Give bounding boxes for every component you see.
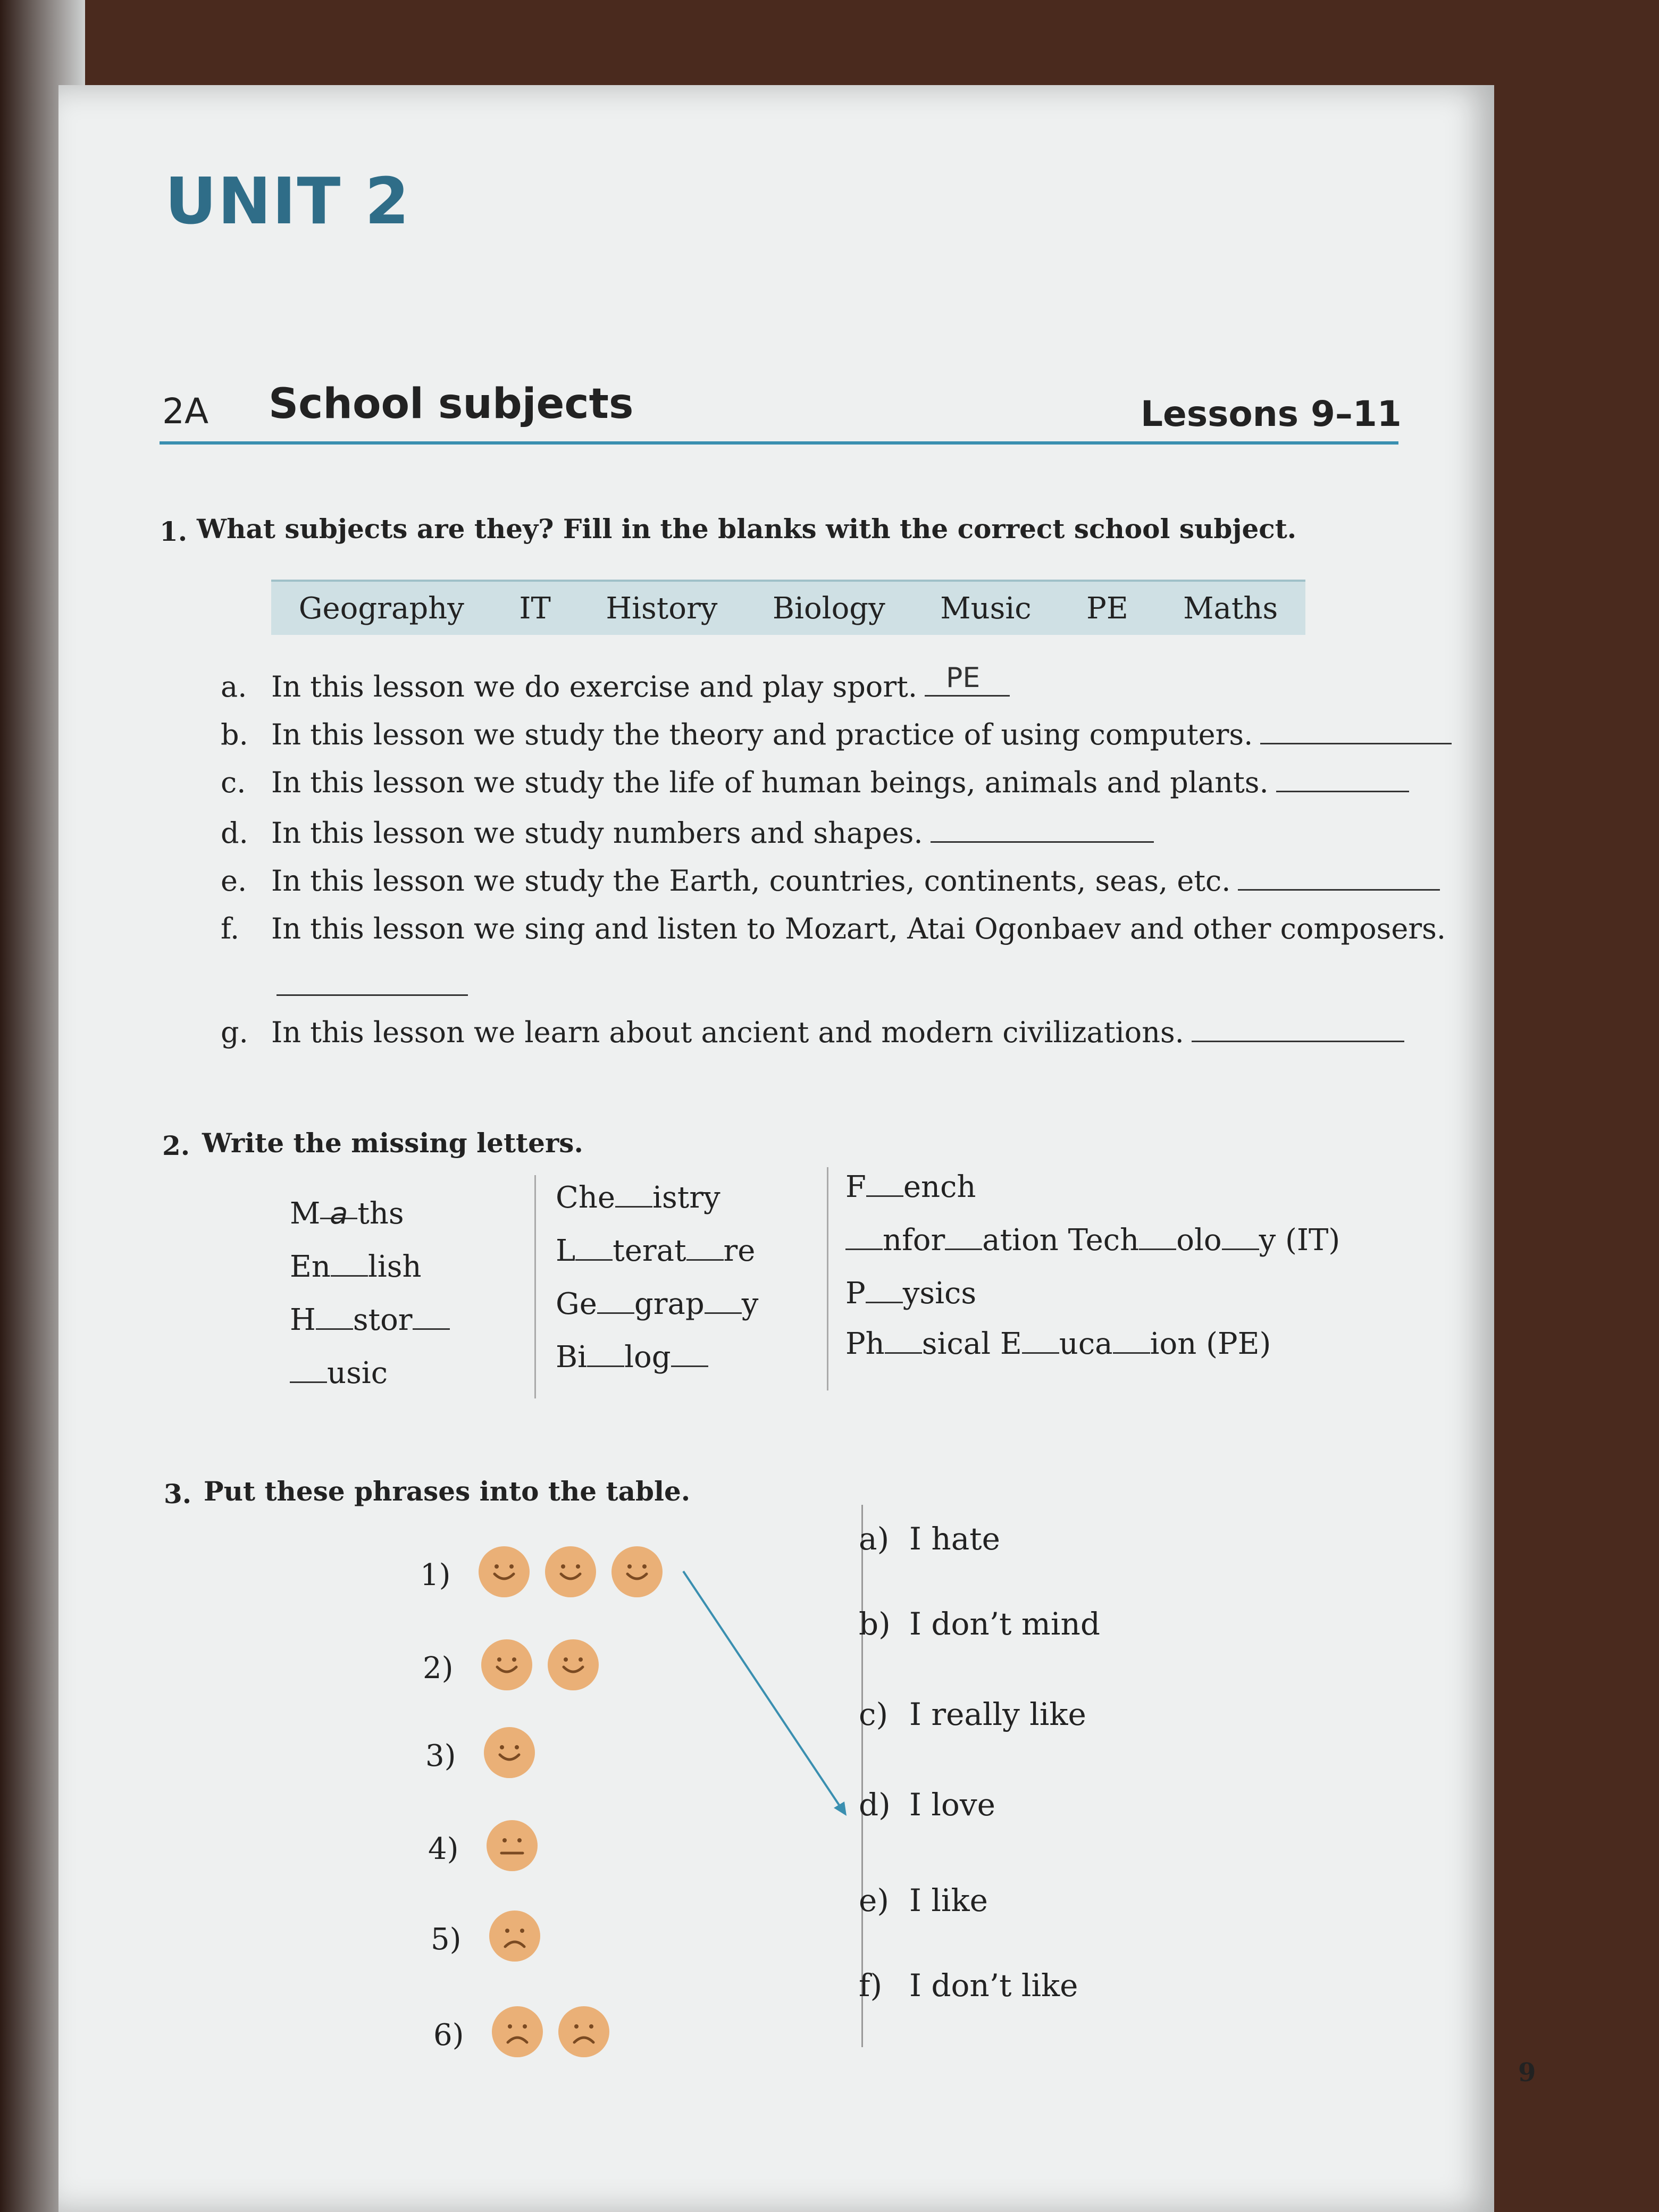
- missing-letters-word: Ge grap y: [556, 1287, 759, 1321]
- missing-letters-word: usic: [290, 1356, 388, 1390]
- word-bank-item: PE: [1086, 591, 1128, 626]
- missing-letters-word: Ph sical E uca ion (PE): [845, 1327, 1271, 1361]
- exercise-3-instruction: Put these phrases into the table.: [204, 1476, 691, 1507]
- phrase-item[interactable]: f) I don’t like: [859, 1967, 1078, 2004]
- word-bank-item: Music: [940, 591, 1032, 626]
- question-e: e. In this lesson we study the Earth, countries, continents, seas, etc.: [221, 864, 1440, 898]
- missing-letters-word: Bi log: [556, 1340, 708, 1375]
- missing-letters-word: nfor ation Tech olo y (IT): [845, 1223, 1340, 1258]
- rating-label: 4): [428, 1832, 459, 1866]
- rating-label: 2): [423, 1651, 454, 1686]
- missing-letters-word: F ench: [845, 1170, 976, 1204]
- question-d: d. In this lesson we study numbers and shapes.: [221, 816, 1154, 850]
- word-bank-item: IT: [519, 591, 551, 626]
- phrase-item[interactable]: c) I really like: [859, 1696, 1086, 1732]
- word-bank-item: Geography: [298, 591, 464, 626]
- unit-title: UNIT 2: [165, 165, 410, 239]
- missing-letters-word: P ysics: [845, 1276, 977, 1311]
- letter-blank[interactable]: a: [320, 1196, 357, 1219]
- missing-letters-word: Che istry: [556, 1180, 720, 1215]
- word-bank-item: Biology: [772, 591, 885, 626]
- question-b: b. In this lesson we study the theory and practice of using computers.: [221, 718, 1452, 751]
- phrase-item[interactable]: a) I hate: [859, 1521, 1000, 1557]
- question-c: c. In this lesson we study the life of human beings, animals and plants.: [221, 766, 1409, 799]
- phrase-item[interactable]: d) I love: [859, 1787, 995, 1823]
- question-a: a. In this lesson we do exercise and play sport. PE: [221, 670, 1010, 703]
- word-bank-item: History: [606, 591, 718, 626]
- section-code: 2A: [162, 391, 209, 432]
- page-number: 9: [1518, 2058, 1536, 2088]
- rating-label: 5): [431, 1922, 462, 1957]
- exercise-1-instruction: What subjects are they? Fill in the blanks with the correct school subject.: [197, 513, 1297, 544]
- exercise-1-number: 1.: [160, 516, 188, 547]
- lessons-range: Lessons 9–11: [1141, 393, 1402, 434]
- missing-letters-word: H stor: [290, 1303, 450, 1337]
- phrase-item[interactable]: e) I like: [859, 1882, 988, 1918]
- exercise-2-number: 2.: [162, 1130, 190, 1161]
- section-title: School subjects: [269, 380, 634, 428]
- exercise-2-instruction: Write the missing letters.: [202, 1127, 583, 1159]
- answer-text: PE: [946, 662, 981, 694]
- question-g: g. In this lesson we learn about ancient and modern civilizations.: [221, 1016, 1404, 1049]
- phrase-item[interactable]: b) I don’t mind: [859, 1606, 1100, 1642]
- question-f: f. In this lesson we sing and listen to Mozart, Atai Ogonbaev and other composers.: [221, 912, 1446, 945]
- rating-label: 6): [433, 2018, 464, 2052]
- rating-label: 3): [425, 1739, 456, 1773]
- rating-label: 1): [420, 1558, 451, 1593]
- missing-letters-word: En lish: [290, 1250, 422, 1284]
- missing-letters-word: M a ths: [290, 1196, 404, 1231]
- missing-letters-word: L terat re: [556, 1234, 756, 1268]
- word-bank-item: Maths: [1183, 591, 1278, 626]
- exercise-3-number: 3.: [164, 1478, 192, 1510]
